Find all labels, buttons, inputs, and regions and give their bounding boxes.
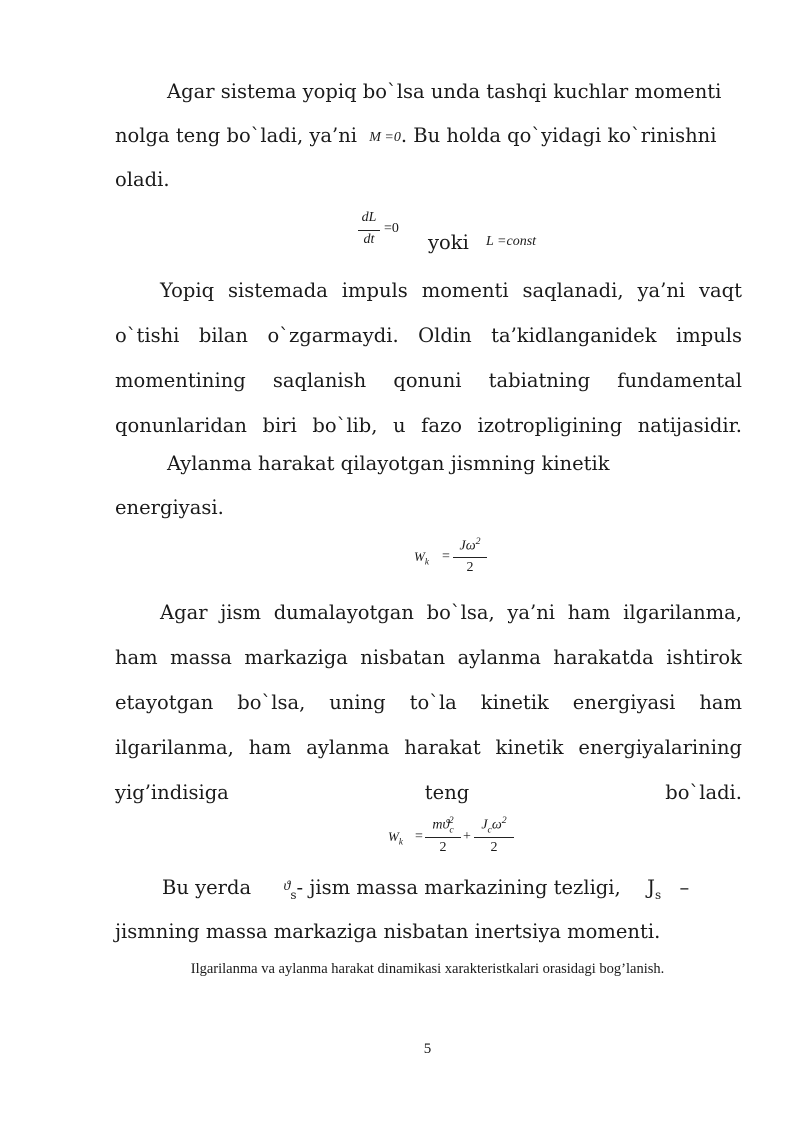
connector-yoki: yoki [428,231,469,254]
eq3-lhs: $W_k$ [388,829,403,847]
para3-line1: Aylanma harakat qilayotgan jismning kinetik [167,452,610,475]
eq3-term2-numerator: $J_c\omega^2$ [481,815,507,836]
eq3-term1-denominator: 2 [439,840,447,855]
fraction-denominator: dt [363,232,375,247]
para5-lead: Bu yerda [162,876,252,899]
eq2-fraction [453,536,487,578]
fraction-bar [453,557,487,558]
para5-line1 [162,876,742,902]
eq2-numerator: $J\omega^2$ [459,536,481,554]
para5-mid: - jism massa markazining tezligi, [296,876,621,899]
equals-zero: =0 [384,221,399,236]
para1-line2 [115,124,716,147]
velocity-symbol: ϑ [283,879,291,894]
inline-formula-m-zero: M =0 [369,130,401,145]
eq3-equals: = [415,829,423,844]
para5-dash: – [679,876,690,899]
fraction-bar [474,837,514,838]
eq3-term1-numerator: $mϑ_c^2$ [432,815,454,836]
para3-line2: energiyasi. [115,496,224,519]
fraction-dl-dt [358,210,380,250]
para1-line3: oladi. [115,168,170,191]
eq2-denominator: 2 [466,560,474,575]
para4: Agar jism dumalayotgan bo`lsa, ya’ni ham ilgarilanma, ham massa markaziga nisbatan aylanma harakatda ishtirok etayotgan bo`lsa, uning to`la kinetik energiyasi ham ilgarilanma, ham aylanma harakat kinetik energiyalarining yig’indisiga teng bo`ladi. [115,601,742,804]
para1-line2-text: nolga teng bo`ladi, ya’ni [115,124,358,147]
para2: Yopiq sistemada impuls momenti saqlanadi, ya’ni vaqt o`tishi bilan o`zgarmaydi. Oldin ta’kidlanganidek impuls momentining saqlanish qonuni tabiatning fundamental qonunlaridan biri bo`lib, u fazo izotropligining natijasidir. [115,279,742,437]
eq3-term1 [425,815,461,859]
fraction-numerator: dL [361,210,377,225]
eq3-term2-denominator: 2 [490,840,498,855]
para5-line2: jismning massa markaziga nisbatan inertsiya momenti. [115,920,661,943]
l-equals-const: L =const [486,234,537,249]
fraction-bar [358,230,380,231]
eq3-term2 [474,815,514,859]
eq2-lhs: $W_k$ [414,549,429,567]
eq2-equals: = [442,549,450,564]
fraction-bar [425,837,461,838]
inertia-symbol: J [647,876,655,899]
para1-line2-tail: . Bu holda qo`yidagi ko`rinishni [400,124,717,147]
eq3-plus: + [463,829,471,844]
caption: Ilgarilanma va aylanma harakat dinamikasi xarakteristkalari orasidagi bog’lanish. [190,961,665,977]
page-number: 5 [423,1041,432,1057]
para1-line1: Agar sistema yopiq bo`lsa unda tashqi kuchlar momenti [167,80,722,103]
inertia-sub: s [654,887,662,902]
velocity-sub: s [290,887,297,902]
